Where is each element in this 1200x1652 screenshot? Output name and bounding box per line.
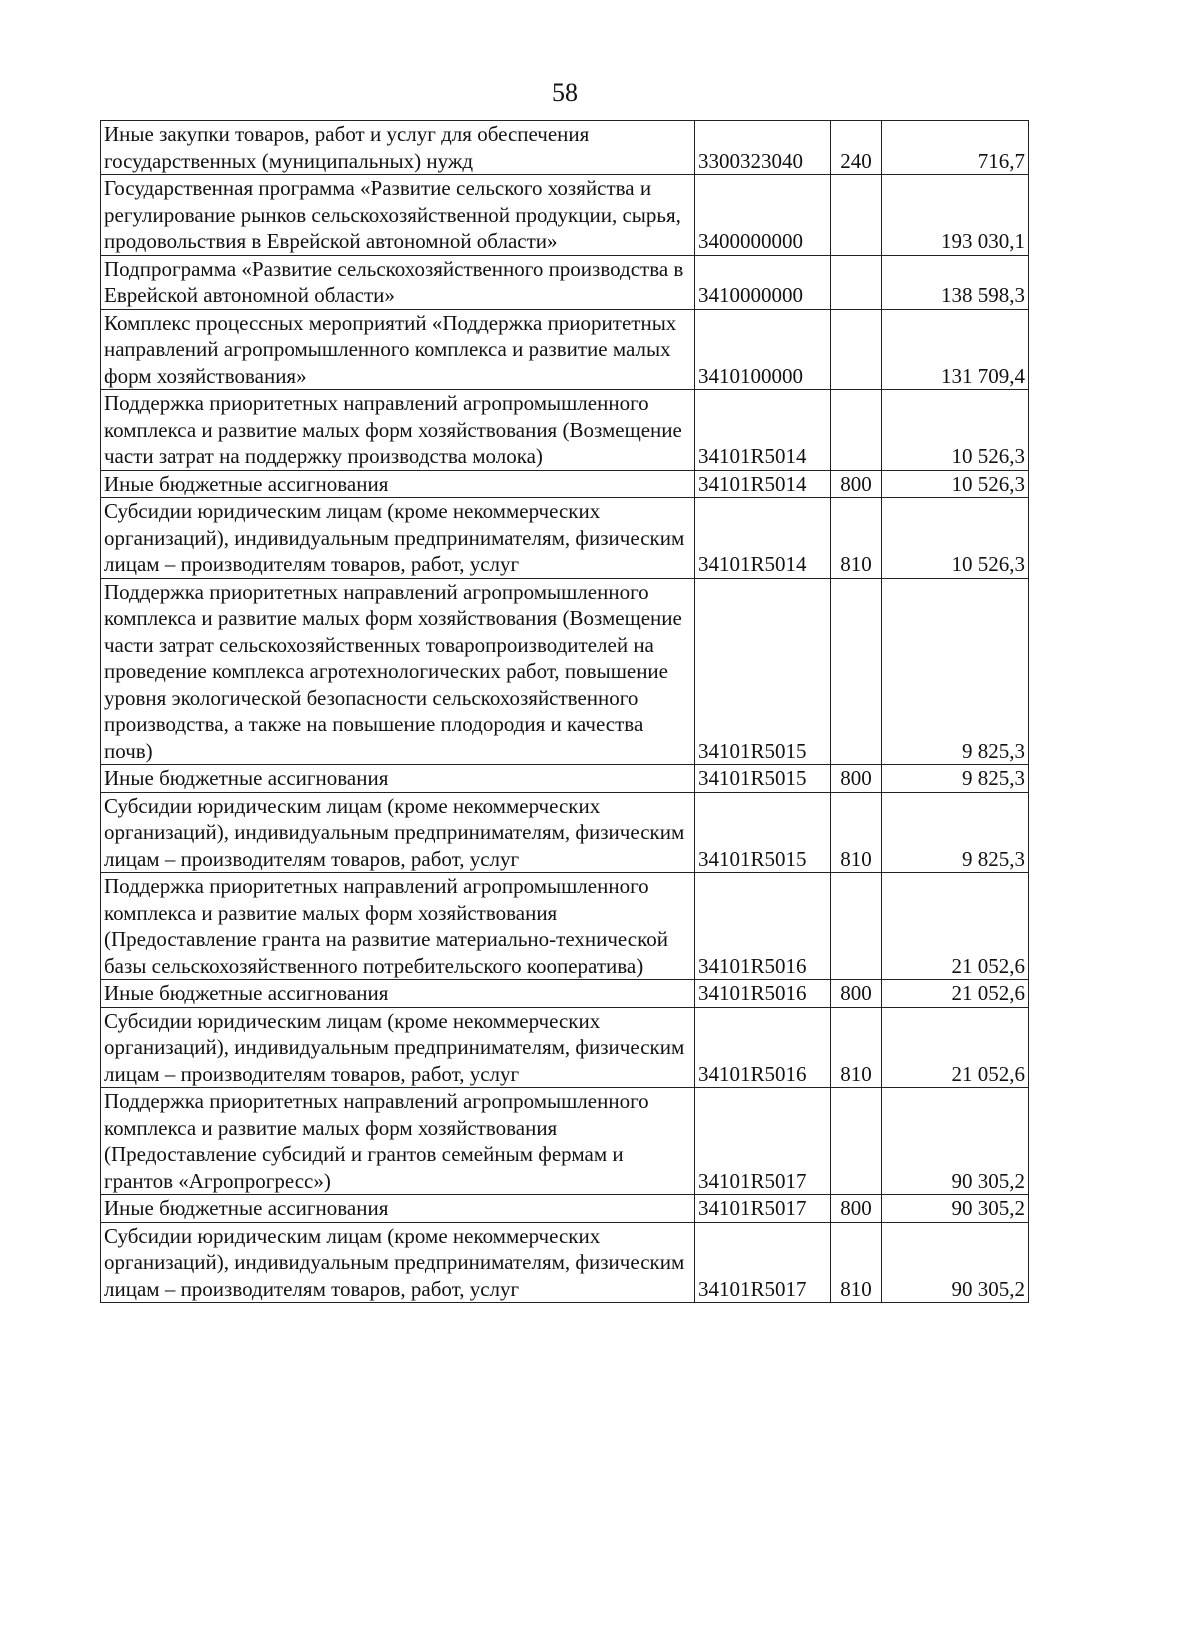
row-name-cell: Иные бюджетные ассигнования xyxy=(101,980,695,1008)
row-type-cell: 810 xyxy=(831,498,882,579)
row-code-cell: 34101R5016 xyxy=(695,1007,831,1088)
row-type-cell: 810 xyxy=(831,1222,882,1303)
row-name-cell: Поддержка приоритетных направлений агропромышленного комплекса и развитие малых форм хозяйствования (Предоставление гранта на развитие материально-технической базы сельскохозяйственного потребительского кооператива) xyxy=(101,873,695,980)
budget-table-body xyxy=(101,121,1029,1303)
row-amount-cell: 9 825,3 xyxy=(882,792,1029,873)
row-code-cell: 3300323040 xyxy=(695,121,831,175)
row-code-cell: 34101R5015 xyxy=(695,792,831,873)
row-code-cell: 34101R5017 xyxy=(695,1088,831,1195)
row-type-cell xyxy=(831,873,882,980)
row-code-cell: 34101R5016 xyxy=(695,980,831,1008)
row-amount-cell: 90 305,2 xyxy=(882,1222,1029,1303)
row-name-cell: Иные бюджетные ассигнования xyxy=(101,1195,695,1223)
row-type-cell xyxy=(831,1088,882,1195)
row-type-cell: 800 xyxy=(831,980,882,1008)
row-type-cell xyxy=(831,390,882,471)
row-name-cell: Субсидии юридическим лицам (кроме некоммерческих организаций), индивидуальным предпринимателям, физическим лицам – производителям товаров, работ, услуг xyxy=(101,1222,695,1303)
row-amount-cell: 10 526,3 xyxy=(882,498,1029,579)
row-type-cell: 800 xyxy=(831,470,882,498)
budget-table xyxy=(100,120,1029,1303)
table-row xyxy=(101,175,1029,256)
row-amount-cell: 9 825,3 xyxy=(882,765,1029,793)
row-amount-cell: 716,7 xyxy=(882,121,1029,175)
row-amount-cell: 21 052,6 xyxy=(882,980,1029,1008)
row-type-cell xyxy=(831,309,882,390)
row-name-cell: Поддержка приоритетных направлений агропромышленного комплекса и развитие малых форм хозяйствования (Предоставление субсидий и грантов семейным фермам и грантов «Агропрогресс») xyxy=(101,1088,695,1195)
row-name-cell: Субсидии юридическим лицам (кроме некоммерческих организаций), индивидуальным предпринимателям, физическим лицам – производителям товаров, работ, услуг xyxy=(101,498,695,579)
row-name-cell: Государственная программа «Развитие сельского хозяйства и регулирование рынков сельскохозяйственной продукции, сырья, продовольствия в Еврейской автономной области» xyxy=(101,175,695,256)
table-row xyxy=(101,309,1029,390)
table-row xyxy=(101,390,1029,471)
row-amount-cell: 90 305,2 xyxy=(882,1195,1029,1223)
row-name-cell: Подпрограмма «Развитие сельскохозяйственного производства в Еврейской автономной области» xyxy=(101,255,695,309)
row-code-cell: 34101R5014 xyxy=(695,498,831,579)
row-code-cell: 34101R5016 xyxy=(695,873,831,980)
row-name-cell: Поддержка приоритетных направлений агропромышленного комплекса и развитие малых форм хозяйствования (Возмещение части затрат сельскохозяйственных товаропроизводителей на проведение комплекса агротехнологических работ, повышение уровня экологической безопасности сельскохозяйственного производства, а также на повышение плодородия и качества почв) xyxy=(101,578,695,765)
row-type-cell: 810 xyxy=(831,792,882,873)
row-type-cell xyxy=(831,255,882,309)
row-amount-cell: 131 709,4 xyxy=(882,309,1029,390)
row-amount-cell: 138 598,3 xyxy=(882,255,1029,309)
row-code-cell: 34101R5015 xyxy=(695,578,831,765)
row-code-cell: 34101R5014 xyxy=(695,390,831,471)
table-row xyxy=(101,121,1029,175)
row-code-cell: 3410000000 xyxy=(695,255,831,309)
row-amount-cell: 90 305,2 xyxy=(882,1088,1029,1195)
table-row xyxy=(101,578,1029,765)
row-type-cell: 240 xyxy=(831,121,882,175)
page-number: 58 xyxy=(552,78,578,107)
row-amount-cell: 10 526,3 xyxy=(882,470,1029,498)
row-type-cell: 800 xyxy=(831,1195,882,1223)
table-row xyxy=(101,255,1029,309)
row-amount-cell: 21 052,6 xyxy=(882,1007,1029,1088)
row-type-cell xyxy=(831,175,882,256)
table-row xyxy=(101,1007,1029,1088)
row-name-cell: Иные бюджетные ассигнования xyxy=(101,470,695,498)
row-amount-cell: 9 825,3 xyxy=(882,578,1029,765)
table-row xyxy=(101,498,1029,579)
table-row xyxy=(101,1195,1029,1223)
row-name-cell: Иные закупки товаров, работ и услуг для обеспечения государственных (муниципальных) нужд xyxy=(101,121,695,175)
row-type-cell: 800 xyxy=(831,765,882,793)
row-amount-cell: 193 030,1 xyxy=(882,175,1029,256)
table-row xyxy=(101,1222,1029,1303)
row-amount-cell: 10 526,3 xyxy=(882,390,1029,471)
table-row xyxy=(101,980,1029,1008)
row-name-cell: Иные бюджетные ассигнования xyxy=(101,765,695,793)
row-amount-cell: 21 052,6 xyxy=(882,873,1029,980)
row-code-cell: 3400000000 xyxy=(695,175,831,256)
row-name-cell: Поддержка приоритетных направлений агропромышленного комплекса и развитие малых форм хозяйствования (Возмещение части затрат на поддержку производства молока) xyxy=(101,390,695,471)
row-code-cell: 34101R5017 xyxy=(695,1222,831,1303)
row-name-cell: Субсидии юридическим лицам (кроме некоммерческих организаций), индивидуальным предпринимателям, физическим лицам – производителям товаров, работ, услуг xyxy=(101,792,695,873)
table-row xyxy=(101,792,1029,873)
row-type-cell xyxy=(831,578,882,765)
row-name-cell: Субсидии юридическим лицам (кроме некоммерческих организаций), индивидуальным предпринимателям, физическим лицам – производителям товаров, работ, услуг xyxy=(101,1007,695,1088)
row-code-cell: 34101R5014 xyxy=(695,470,831,498)
table-row xyxy=(101,470,1029,498)
row-type-cell: 810 xyxy=(831,1007,882,1088)
row-code-cell: 34101R5015 xyxy=(695,765,831,793)
table-row xyxy=(101,1088,1029,1195)
table-row xyxy=(101,765,1029,793)
row-name-cell: Комплекс процессных мероприятий «Поддержка приоритетных направлений агропромышленного комплекса и развитие малых форм хозяйствования» xyxy=(101,309,695,390)
table-row xyxy=(101,873,1029,980)
row-code-cell: 3410100000 xyxy=(695,309,831,390)
row-code-cell: 34101R5017 xyxy=(695,1195,831,1223)
